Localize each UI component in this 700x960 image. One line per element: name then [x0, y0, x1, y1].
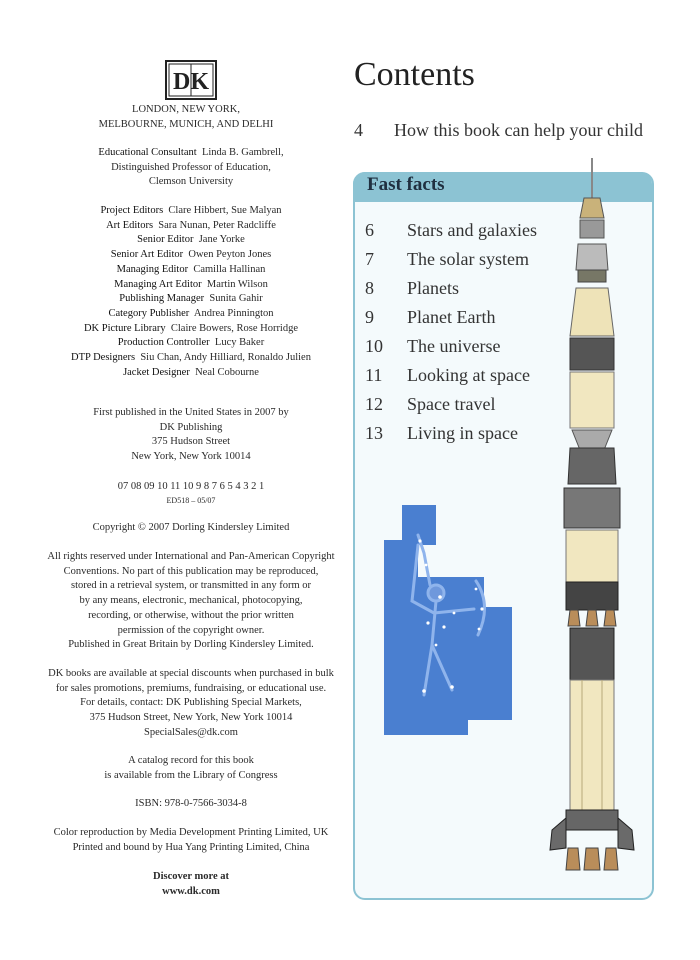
discover-line: Discover more at	[152, 871, 229, 882]
toc-page-number: 4	[354, 120, 363, 140]
dk-logo	[165, 60, 217, 100]
toc-item[interactable]: 6 Stars and galaxies	[365, 220, 537, 240]
catalog-line: is available from the Library of Congress	[104, 769, 278, 781]
publisher-cities	[0, 103, 372, 132]
credit-row: DTP Designers Siu Chan, Andy Hilliard, Ronaldo Julien	[71, 352, 311, 364]
consultant-role: Educational Consultant	[98, 147, 197, 158]
consultant-name: Linda B. Gambrell,	[201, 147, 284, 158]
rights-block	[0, 550, 382, 653]
toc-item[interactable]: 9 Planet Earth	[365, 307, 496, 327]
dk-website-link[interactable]: www.dk.com	[162, 885, 220, 897]
svg-text:DK: DK	[173, 69, 209, 95]
print-line: 07 08 09 10 11 10 9 8 7 6 5 4 3 2 1	[117, 481, 265, 492]
credit-row: Production Controller Lucy Baker	[117, 337, 265, 349]
special-line: DK books are available at special discounts when purchased in bulk	[48, 668, 334, 679]
toc-item[interactable]: 11 Looking at space	[365, 365, 530, 385]
rights-line: All rights reserved under International and Pan-American Copyright	[47, 551, 335, 562]
credit-row: Jacket Designer Neal Cobourne	[123, 366, 259, 378]
first-published-line: New York, New York 10014	[131, 451, 251, 463]
credit-row: Art Editors Sara Nunan, Peter Radcliffe	[106, 219, 276, 231]
credit-row: Category Publisher Andrea Pinnington	[108, 307, 274, 319]
isbn: ISBN: 978-0-7566-3034-8	[135, 798, 247, 809]
special-line: 375 Hudson Street, New York, New York 10014	[89, 712, 293, 724]
rights-line: permission of the copyright owner.	[117, 624, 265, 636]
credit-row: Managing Editor Camilla Hallinan	[116, 263, 266, 275]
color-reproduction-block	[0, 826, 382, 855]
special-line: for sales promotions, premiums, fundraising, or educational use.	[55, 682, 327, 694]
credit-row: Managing Art Editor Martin Wilson	[114, 278, 268, 290]
repro-line: Color reproduction by Media Development Printing Limited, UK	[53, 827, 329, 838]
toc-item[interactable]: 12 Space travel	[365, 394, 496, 414]
consultant-block	[0, 146, 382, 190]
credit-row: Publishing Manager Sunita Gahir	[119, 293, 263, 305]
contents-title: Contents	[354, 56, 475, 93]
toc-item[interactable]: 7 The solar system	[365, 249, 529, 269]
credit-row: DK Picture Library Claire Bowers, Rose Horridge	[83, 322, 299, 334]
credit-row: Project Editors Clare Hibbert, Sue Malyan	[100, 205, 282, 216]
rights-line: recording, or otherwise, without the prior written	[88, 609, 294, 621]
special-sales-block	[0, 667, 382, 741]
toc-item[interactable]: 10 The universe	[365, 336, 501, 356]
rocket-illustration	[548, 158, 652, 878]
special-line: For details, contact: DK Publishing Special Markets,	[80, 697, 302, 709]
consultant-line: Clemson University	[148, 176, 234, 188]
catalog-line: A catalog record for this book	[128, 755, 254, 766]
cities-line: MELBOURNE, MUNICH, AND DELHI	[98, 118, 274, 130]
first-published-line: First published in the United States in 2007 by	[93, 407, 289, 418]
special-sales-email[interactable]: SpecialSales@dk.com	[144, 726, 238, 738]
toc-intro-row[interactable]	[354, 120, 643, 141]
discover-block	[0, 870, 382, 899]
first-published-line: DK Publishing	[159, 421, 223, 433]
toc-label: How this book can help your child	[394, 120, 643, 140]
fast-facts-list	[365, 216, 537, 448]
fast-facts-title: Fast facts	[367, 174, 445, 195]
print-line-block	[0, 480, 382, 506]
repro-line: Printed and bound by Hua Yang Printing Limited, China	[72, 841, 310, 853]
cities-line: LONDON, NEW YORK,	[132, 104, 240, 115]
credits-list	[0, 204, 382, 380]
toc-item[interactable]: 13 Living in space	[365, 423, 518, 443]
copyright-line: Copyright © 2007 Dorling Kindersley Limited	[92, 522, 290, 533]
rights-line: Published in Great Britain by Dorling Kindersley Limited.	[68, 639, 314, 651]
rights-line: by any means, electronic, mechanical, photocopying,	[79, 595, 303, 607]
first-published-block	[0, 406, 382, 465]
credit-row: Senior Editor Jane Yorke	[137, 234, 245, 246]
consultant-line: Distinguished Professor of Education,	[111, 161, 271, 173]
rights-line: Conventions. No part of this publication may be reproduced,	[63, 565, 319, 577]
toc-item[interactable]: 8 Planets	[365, 278, 459, 298]
orion-constellation-illustration	[384, 505, 514, 735]
catalog-block	[0, 754, 382, 783]
rights-line: stored in a retrieval system, or transmitted in any form or	[71, 580, 311, 592]
edition-code: ED518 – 05/07	[166, 495, 216, 505]
credit-row: Senior Art Editor Owen Peyton Jones	[110, 249, 272, 261]
first-published-line: 375 Hudson Street	[151, 436, 231, 448]
